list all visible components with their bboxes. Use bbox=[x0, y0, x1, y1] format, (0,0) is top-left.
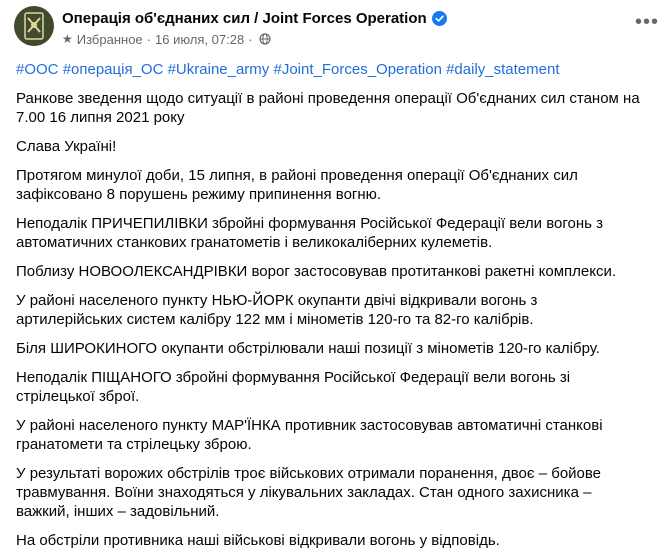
post-body bbox=[16, 60, 646, 560]
post-paragraph: Біля ШИРОКИНОГО окупанти обстрілювали наші позиції з мінометів 120-го калібру. bbox=[16, 340, 600, 357]
post-paragraph: Поблизу НОВООЛЕКСАНДРІВКИ ворог застосовував протитанкові ракетні комплекси. bbox=[16, 263, 617, 280]
post-paragraph: Неподалік ПІЩАНОГО збройні формування Російської Федерації вели вогонь зі стрілецької зброї. bbox=[16, 369, 571, 405]
verified-badge-icon bbox=[432, 11, 447, 26]
post-paragraph: На обстріли противника наші військові відкривали вогонь у відповідь. bbox=[16, 532, 500, 549]
hashtag-link[interactable]: #Ukraine_army bbox=[167, 61, 270, 78]
post-timestamp[interactable]: 16 июля, 07:28 bbox=[155, 31, 245, 47]
meta-separator: · bbox=[146, 31, 151, 47]
more-options-icon[interactable]: ••• bbox=[634, 11, 659, 33]
post-paragraph: Ранкове зведення щодо ситуації в районі проведення операції Об'єднаних сил станом на 7.00 16 липня 2021 року bbox=[16, 90, 640, 126]
favorites-label[interactable]: Избранное bbox=[76, 31, 143, 47]
hashtag-link[interactable]: #Joint_Forces_Operation bbox=[273, 61, 442, 78]
post-paragraph: У районі населеного пункту НЬЮ-ЙОРК окупанти двічі відкривали вогонь з артилерійських систем калібру 122 мм і мінометів 120-го та 82-го калібрів. bbox=[16, 292, 538, 328]
page-name-link[interactable]: Операція об'єднаних сил / Joint Forces Operation bbox=[62, 10, 427, 27]
meta-separator-2: · bbox=[248, 31, 253, 47]
hashtag-link[interactable]: #операція_ОС bbox=[62, 61, 164, 78]
post-paragraph: Неподалік ПРИЧЕПИЛІВКИ збройні формування Російської Федерації вели вогонь з автоматичних станкових гранатометів і великокаліберних кулеметів. bbox=[16, 215, 603, 251]
favorite-star-icon: ★ bbox=[62, 32, 73, 46]
post-paragraph: Протягом минулої доби, 15 липня, в районі проведення операції Об'єднаних сил зафіксовано 8 порушень режиму припинення вогню. bbox=[16, 167, 578, 203]
post-paragraph: Слава Україні! bbox=[16, 138, 117, 155]
hashtag-line bbox=[16, 60, 646, 79]
post-paragraph: У районі населеного пункту МАР'ЇНКА противник застосовував автоматичні станкові гранатомети та стрілецьку зброю. bbox=[16, 417, 603, 453]
hashtag-link[interactable]: #ООС bbox=[16, 61, 59, 78]
post-header bbox=[14, 6, 447, 50]
post-paragraph: У результаті ворожих обстрілів троє військових отримали поранення, двоє – бойове травмування. Воїни знаходяться у лікувальних закладах. Стан одного захисника – важкий, інших – задовільний. bbox=[16, 465, 602, 520]
globe-icon[interactable] bbox=[259, 33, 271, 45]
jfo-emblem-icon bbox=[18, 10, 50, 42]
hashtag-link[interactable]: #daily_statement bbox=[446, 61, 560, 78]
page-avatar[interactable] bbox=[14, 6, 54, 46]
